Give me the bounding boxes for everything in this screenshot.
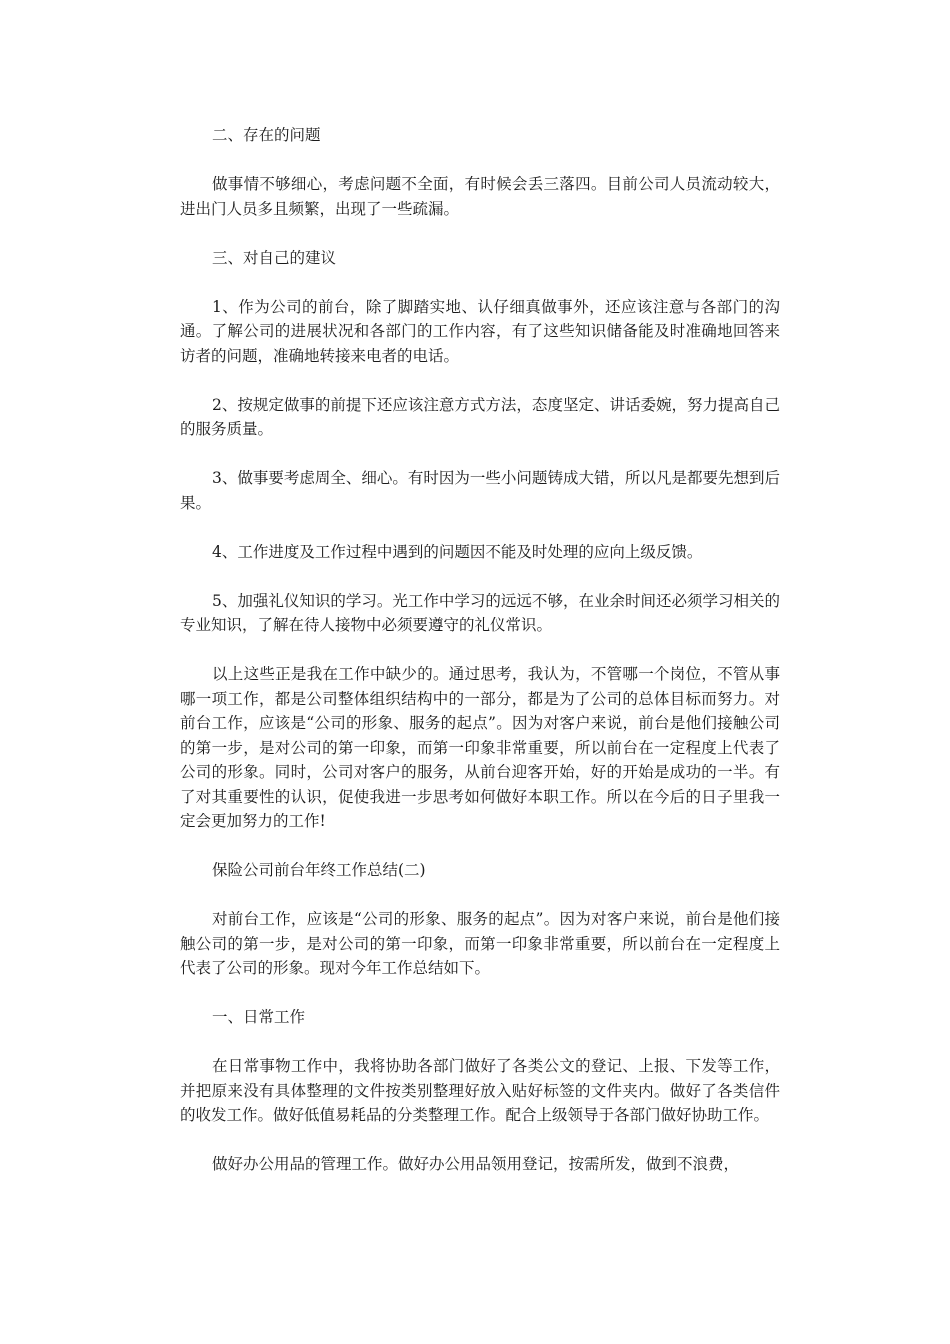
section-heading-suggestions: 三、对自己的建议 xyxy=(212,248,337,267)
paragraph-problems: 做事情不够细心，考虑问题不全面，有时候会丢三落四。目前公司人员流动较大，进出门人员多且频繁，出现了一些疏漏。 xyxy=(180,175,780,218)
document-body xyxy=(180,123,780,1201)
paragraph-intro: 对前台工作，应该是“公司的形象、服务的起点”。因为对客户来说，前台是他们接触公司的第一步，是对公司的第一印象，而第一印象非常重要，所以前台在一定程度上代表了公司的形象。现对今年工作总结如下。 xyxy=(180,910,780,977)
paragraph-suggestion-4: 4、工作进度及工作过程中遇到的问题因不能及时处理的应向上级反馈。 xyxy=(212,542,703,561)
paragraph-reflection: 以上这些正是我在工作中缺少的。通过思考，我认为，不管哪一个岗位，不管从事哪一项工作，都是公司整体组织结构中的一部分，都是为了公司的总体目标而努力。对前台工作，应该是“公司的形象、服务的起点”。因为对客户来说，前台是他们接触公司的第一步，是对公司的第一印象，而第一印象非常重要，所以前台在一定程度上代表了公司的形象。同时，公司对客户的服务，从前台迎客开始，好的开始是成功的一半。有了对其重要性的认识，促使我进一步思考如何做好本职工作。所以在今后的日子里我一定会更加努力的工作! xyxy=(180,665,780,830)
paragraph-suggestion-2: 2、按规定做事的前提下还应该注意方式方法，态度坚定、讲话委婉，努力提高自己的服务质量。 xyxy=(180,395,780,438)
paragraph-suggestion-3: 3、做事要考虑周全、细心。有时因为一些小问题铸成大错，所以凡是都要先想到后果。 xyxy=(180,469,780,512)
section-heading-daily-work: 一、日常工作 xyxy=(212,1008,306,1026)
document-subtitle: 保险公司前台年终工作总结(二) xyxy=(212,861,426,879)
section-heading-problems: 二、存在的问题 xyxy=(212,126,321,144)
paragraph-suggestion-1: 1、作为公司的前台，除了脚踏实地、认仔细真做事外，还应该注意与各部门的沟通。了解公司的进展状况和各部门的工作内容，有了这些知识储备能及时准确地回答来访者的问题，准确地转接来电者的电话。 xyxy=(180,297,780,365)
paragraph-daily-work: 在日常事物工作中，我将协助各部门做好了各类公文的登记、上报、下发等工作，并把原来没有具体整理的文件按类别整理好放入贴好标签的文件夹内。做好了各类信件的收发工作。做好低值易耗品的分类整理工作。配合上级领导于各部门做好协助工作。 xyxy=(180,1057,780,1124)
paragraph-suggestion-5: 5、加强礼仪知识的学习。光工作中学习的远远不够，在业余时间还必须学习相关的专业知识，了解在待人接物中必须要遵守的礼仪常识。 xyxy=(180,591,780,634)
paragraph-office-supplies: 做好办公用品的管理工作。做好办公用品领用登记，按需所发，做到不浪费， xyxy=(212,1155,740,1173)
